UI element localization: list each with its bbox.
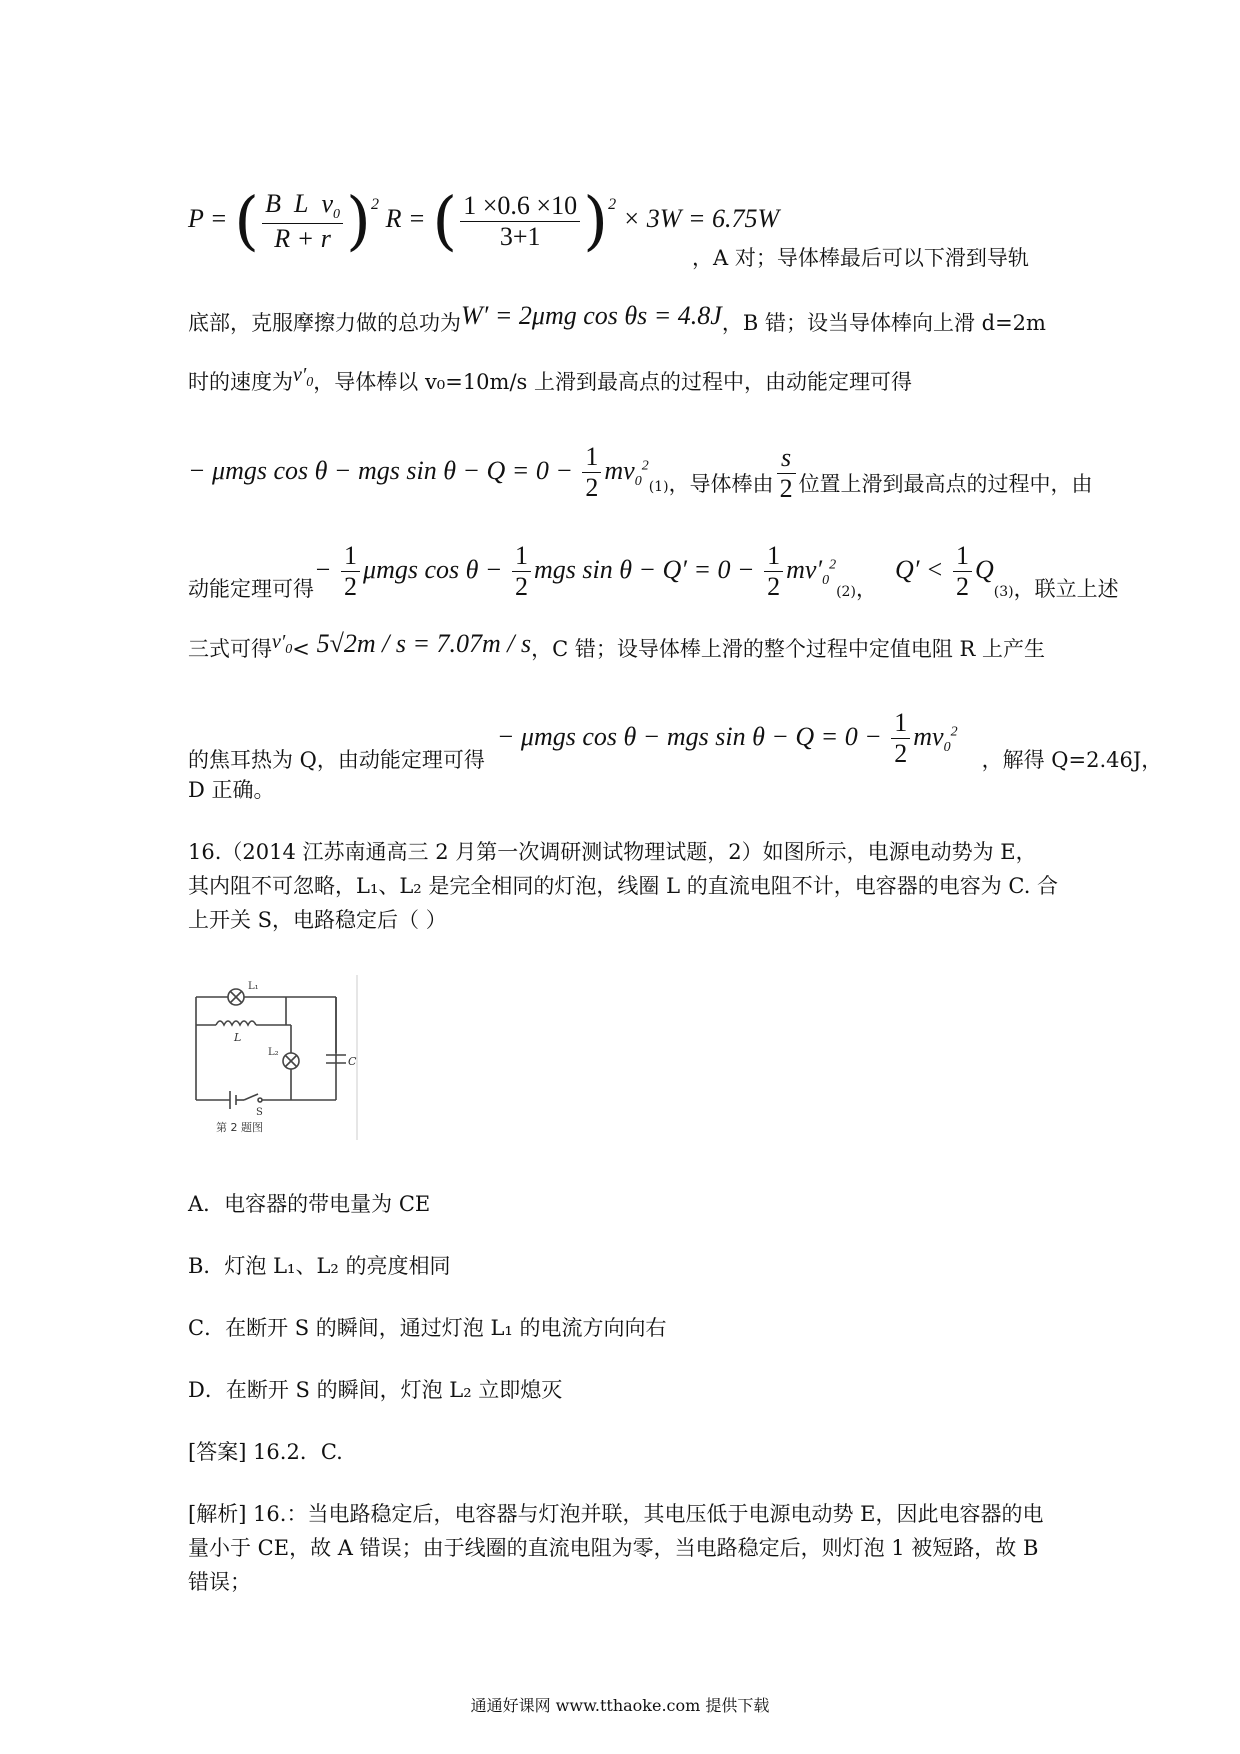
text-line-2 (188, 301, 1046, 341)
formula-power: P = ( $\frac{B L v_0}{R + r}$ )$^2$ R = ( $\frac{1 \times 0.6 \times 10}{3+1}$ )$^2$ × 3W = 6.75W (188, 184, 780, 259)
circuit-diagram (186, 975, 366, 1140)
analysis-line-1: [解析] 16.：当电路稳定后，电容器与灯泡并联，其电压低于电源电动势 E，因此电容器的电 (188, 1502, 1044, 1526)
option-c: C．在断开 S 的瞬间，通过灯泡 L₁ 的电流方向向右 (188, 1316, 667, 1340)
question-16-line-1: 16.（2014 江苏南通高三 2 月第一次调研测试物理试题，2）如图所示，电源电动势为 E， (188, 840, 1037, 864)
text-line-6b: ，C 错；设导体棒上滑的整个过程中定值电阻 R 上产生 (531, 637, 1046, 661)
inductor-coil-symbol (216, 1021, 256, 1025)
formula-speed-result: 5√2m / s = 7.07m / s (316, 629, 532, 658)
figure-caption: 第 2 题图 (216, 1121, 263, 1134)
symbol-v0-prime: $v'_0$ (293, 364, 314, 390)
option-a: A．电容器的带电量为 CE (188, 1192, 431, 1216)
label-L2: L₂ (268, 1047, 279, 1058)
eq-mark-2: (2) (836, 583, 856, 600)
label-C: C (348, 1055, 357, 1068)
text-line-7b: ，解得 Q=2.46J， (981, 747, 1163, 772)
option-d: D．在断开 S 的瞬间，灯泡 L₂ 立即熄灭 (188, 1378, 563, 1402)
label-S: S (256, 1107, 263, 1118)
formula-work: W′ = 2μmg cos θs = 4.8J (461, 301, 722, 330)
text-line-5-sep: ， (855, 576, 877, 601)
text-line-6-lt: < (292, 637, 310, 661)
formula-energy-2: − $\frac{1}{2}$ μmgs cos θ − $\frac{1}{2}$ mgs sin θ − Q′ = 0 − $\frac{1}{2}$ $mv'_0^2$ (314, 541, 837, 602)
analysis-line-2: 量小于 CE，故 A 错误；由于线圈的直流电阻为零，当电路稳定后，则灯泡 1 被短路，故 B (188, 1536, 1039, 1560)
formula-inequality: Q′ < $\frac{1}{2}$ Q (894, 541, 994, 602)
formula-energy-1: − μmgs cos θ − mgs sin θ − Q = 0 − $\frac{1}{2}$ $mv_0^2$ (188, 442, 649, 503)
text-line-3b: ，导体棒以 v₀=10m/s 上滑到最高点的过程中，由动能定理可得 (313, 370, 912, 394)
text-line-3a: 时的速度为 (188, 370, 293, 394)
option-b: B．灯泡 L₁、L₂ 的亮度相同 (188, 1254, 451, 1278)
question-16-line-2: 其内阻不可忽略，L₁、L₂ 是完全相同的灯泡，线圈 L 的直流电阻不计，电容器的电容为 C. 合 (188, 874, 1059, 898)
label-L1: L₁ (248, 981, 259, 992)
text-line-6a: 三式可得 (188, 637, 272, 661)
text-line-5a: 动能定理可得 (188, 576, 314, 601)
text-line-4b: 位置上滑到最高点的过程中，由 (798, 471, 1093, 496)
text-line-5b: ，联立上述 (1013, 576, 1119, 601)
text-line-4 (188, 426, 1093, 522)
formula-s-over-2: $\frac{s}{2}$ (777, 443, 796, 504)
switch-S-symbol (244, 1094, 258, 1100)
text-line-6 (188, 630, 1045, 676)
text-line-2b: ，B 错；设当导体棒向上滑 d=2m (721, 311, 1046, 335)
page-footer: 通通好课网 www.tthaoke.com 提供下载 (470, 1696, 770, 1715)
eq-mark-1: (1) (648, 478, 669, 495)
question-16-line-3: 上开关 S，电路稳定后（ ） (188, 908, 447, 932)
text-line-8: D 正确。 (188, 778, 275, 802)
text-line-7 (188, 692, 1162, 788)
analysis-line-3: 错误； (188, 1570, 251, 1594)
text-line-1-tail: ，A 对；导体棒最后可以下滑到导轨 (692, 246, 1029, 270)
text-line-2a: 底部，克服摩擦力做的总功为 (188, 311, 461, 335)
text-line-3 (188, 364, 912, 409)
symbol-v0-prime-2: $v'_0$ (272, 631, 293, 657)
text-line-7a: 的焦耳热为 Q，由动能定理可得 (188, 747, 485, 772)
eq-mark-3: (3) (993, 583, 1014, 600)
formula-energy-3: − μmgs cos θ − mgs sin θ − Q = 0 − $\frac{1}{2}$ $mv_0^2$ (496, 708, 958, 769)
answer-line: [答案] 16.2．C. (188, 1440, 343, 1464)
text-line-5 (188, 525, 1119, 621)
label-L: L (234, 1031, 242, 1044)
text-line-4a: ，导体棒由 (668, 471, 774, 496)
